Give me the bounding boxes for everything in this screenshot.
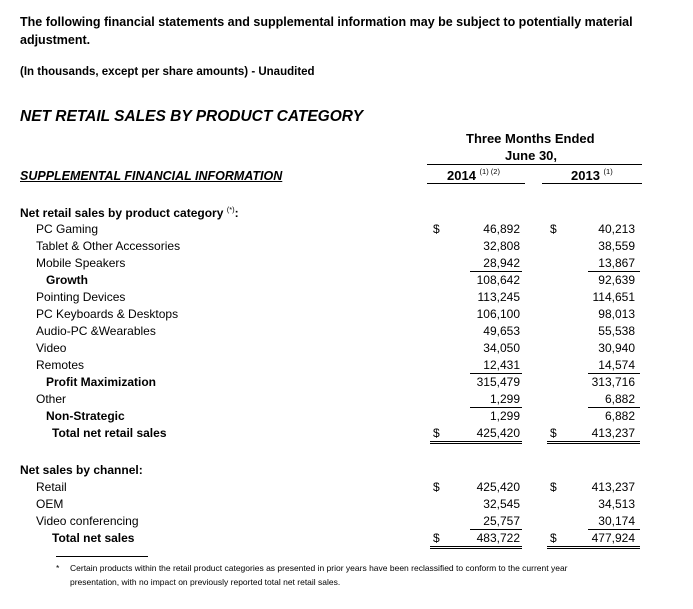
currency-symbol-2013: $	[550, 426, 557, 440]
total-rule-2014	[430, 548, 522, 549]
currency-symbol-2013: $	[550, 531, 557, 545]
column-year-2014: 2014	[447, 168, 476, 183]
period-line-1: Three Months Ended	[466, 131, 595, 146]
units-note: (In thousands, except per share amounts) - Unaudited	[20, 66, 315, 78]
row-label: Remotes	[36, 358, 85, 372]
currency-symbol-2014: $	[433, 480, 440, 494]
value-2013: 34,513	[598, 497, 635, 511]
table-row	[0, 307, 693, 324]
table-row	[0, 375, 693, 392]
section1-heading-suffix: :	[234, 206, 239, 220]
value-2013: 38,559	[598, 239, 635, 253]
value-2013: 30,174	[598, 514, 635, 528]
value-2014: 483,722	[476, 531, 520, 545]
row-label: Pointing Devices	[36, 290, 126, 304]
subtotal-rule-2013	[588, 271, 640, 272]
subtotal-rule-2013	[588, 529, 640, 530]
value-2014: 113,245	[477, 290, 520, 304]
row-label: Audio-PC &Wearables	[36, 324, 156, 338]
table-row	[0, 273, 693, 290]
value-2014: 425,420	[476, 480, 520, 494]
total-rule-2014	[430, 546, 522, 547]
value-2014: 28,942	[483, 256, 520, 270]
row-label: Total net retail sales	[52, 426, 167, 440]
footnote-line-1: Certain products within the retail product categories as presented in prior years have been reclassified to conform to the current year	[70, 563, 568, 573]
row-label: Tablet & Other Accessories	[36, 239, 181, 253]
currency-symbol-2014: $	[433, 531, 440, 545]
table-row	[0, 239, 693, 256]
value-2014: 315,479	[476, 375, 520, 389]
total-rule-2013	[547, 546, 640, 547]
value-2014: 32,545	[483, 497, 520, 511]
subtotal-rule-2014	[470, 407, 522, 408]
value-2013: 114,651	[592, 290, 635, 304]
value-2014: 32,808	[483, 239, 520, 253]
value-2014: 12,431	[483, 358, 520, 372]
section2-heading: Net sales by channel:	[20, 463, 143, 477]
page-title: NET RETAIL SALES BY PRODUCT CATEGORY	[20, 108, 364, 125]
currency-symbol-2014: $	[433, 426, 440, 440]
subtotal-rule-2014	[470, 373, 522, 374]
table-row	[0, 222, 693, 239]
subtotal-rule-2014	[470, 271, 522, 272]
section-subtitle: SUPPLEMENTAL FINANCIAL INFORMATION	[20, 169, 283, 183]
footnote-rule	[56, 556, 148, 557]
column-underline-2014	[427, 183, 525, 184]
subtotal-rule-2013	[588, 373, 640, 374]
value-2013: 413,237	[591, 480, 635, 494]
row-label: Other	[36, 392, 67, 406]
column-header-2013	[571, 168, 613, 183]
value-2013: 92,639	[598, 273, 635, 287]
footnote-line-2: presentation, with no impact on previously reported total net retail sales.	[70, 577, 341, 587]
table-row	[0, 409, 693, 426]
subtotal-rule-2013	[588, 407, 640, 408]
row-label: Growth	[46, 273, 88, 287]
value-2013: 6,882	[604, 392, 635, 406]
value-2014: 1,299	[489, 409, 520, 423]
section1-heading-note: (*)	[226, 205, 235, 214]
disclaimer-line-1: The following financial statements and supplemental information may be subject to potentially material	[20, 15, 633, 29]
value-2013: 6,882	[604, 409, 635, 423]
value-2014: 34,050	[483, 341, 520, 355]
column-header-2014	[447, 168, 500, 183]
table-row	[0, 341, 693, 358]
value-2014: 49,653	[483, 324, 520, 338]
section1-heading	[20, 206, 239, 220]
column-year-2013: 2013	[571, 168, 600, 183]
row-label: Retail	[36, 480, 67, 494]
table-row	[0, 324, 693, 341]
subtotal-rule-2014	[470, 529, 522, 530]
value-2013: 477,924	[591, 531, 635, 545]
footnote-marker: *	[56, 563, 60, 573]
row-label: PC Keyboards & Desktops	[36, 307, 179, 321]
total-rule-2013	[547, 441, 640, 442]
value-2014: 108,642	[476, 273, 520, 287]
value-2014: 425,420	[476, 426, 520, 440]
value-2013: 98,013	[598, 307, 635, 321]
row-label: Profit Maximization	[46, 375, 157, 389]
column-note-2013: (1)	[603, 167, 613, 176]
disclaimer-line-2: adjustment.	[20, 33, 91, 47]
table-row	[0, 290, 693, 307]
currency-symbol-2014: $	[433, 222, 440, 236]
table-row	[0, 480, 693, 497]
total-rule-2013	[547, 548, 640, 549]
section1-heading-text: Net retail sales by product category	[20, 206, 224, 220]
period-underline	[427, 164, 642, 165]
total-rule-2014	[430, 443, 522, 444]
value-2013: 40,213	[598, 222, 635, 236]
currency-symbol-2013: $	[550, 222, 557, 236]
table-row	[0, 497, 693, 514]
value-2013: 313,716	[591, 375, 635, 389]
total-rule-2013	[547, 443, 640, 444]
value-2013: 13,867	[598, 256, 635, 270]
value-2013: 413,237	[591, 426, 635, 440]
row-label: Non-Strategic	[46, 409, 125, 423]
value-2014: 106,100	[476, 307, 520, 321]
value-2013: 55,538	[598, 324, 635, 338]
value-2013: 30,940	[598, 341, 635, 355]
currency-symbol-2013: $	[550, 480, 557, 494]
value-2014: 1,299	[489, 392, 520, 406]
value-2014: 25,757	[483, 514, 520, 528]
value-2014: 46,892	[483, 222, 520, 236]
row-label: Mobile Speakers	[36, 256, 126, 270]
row-label: OEM	[36, 497, 64, 511]
row-label: Video	[36, 341, 67, 355]
column-underline-2013	[542, 183, 642, 184]
period-line-2: June 30,	[505, 148, 558, 163]
total-rule-2014	[430, 441, 522, 442]
row-label: PC Gaming	[36, 222, 99, 236]
row-label: Video conferencing	[36, 514, 139, 528]
column-note-2014: (1) (2)	[479, 167, 500, 176]
row-label: Total net sales	[52, 531, 135, 545]
value-2013: 14,574	[598, 358, 635, 372]
